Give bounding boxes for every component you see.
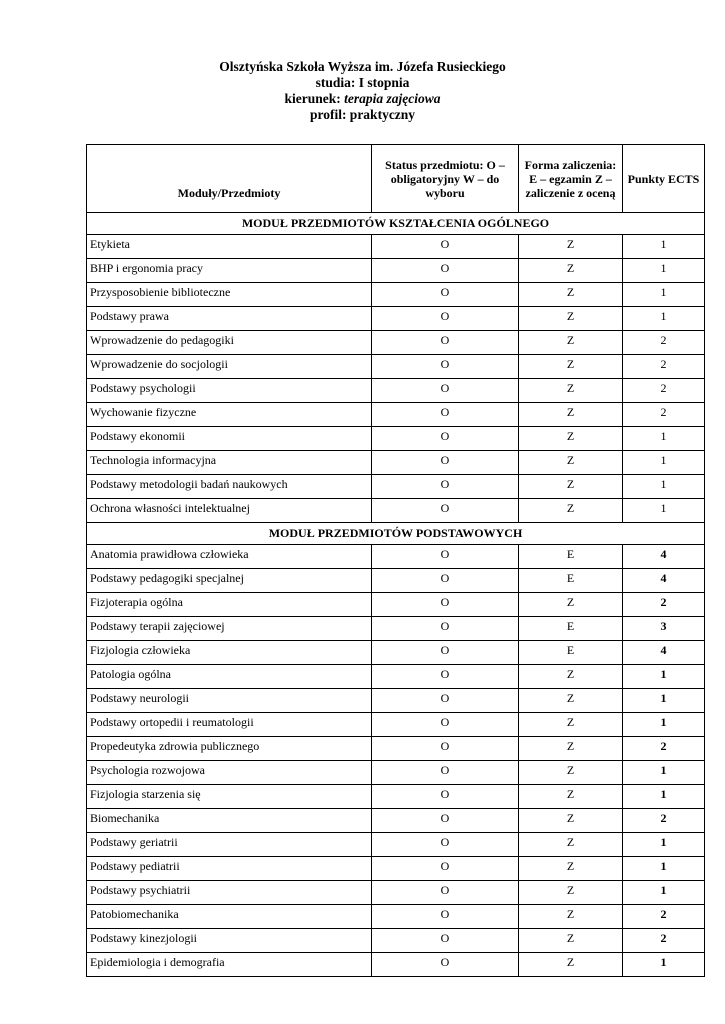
ects-cell: 1	[623, 689, 705, 713]
ects-cell: 2	[623, 593, 705, 617]
status-cell: O	[372, 259, 519, 283]
table-row	[87, 379, 705, 403]
table-row	[87, 235, 705, 259]
table-row	[87, 641, 705, 665]
module-title: MODUŁ PRZEDMIOTÓW PODSTAWOWYCH	[87, 523, 705, 545]
table-row	[87, 737, 705, 761]
subject-cell: Anatomia prawidłowa człowieka	[87, 545, 372, 569]
form-cell: Z	[519, 259, 623, 283]
status-cell: O	[372, 665, 519, 689]
subject-cell: Fizjologia człowieka	[87, 641, 372, 665]
subject-cell: Psychologia rozwojowa	[87, 761, 372, 785]
table-row	[87, 451, 705, 475]
field-label: kierunek:	[284, 91, 345, 106]
status-cell: O	[372, 499, 519, 523]
table-row	[87, 569, 705, 593]
status-cell: O	[372, 833, 519, 857]
ects-cell: 1	[623, 785, 705, 809]
subject-cell: Technologia informacyjna	[87, 451, 372, 475]
ects-cell: 2	[623, 905, 705, 929]
form-cell: Z	[519, 665, 623, 689]
form-cell: Z	[519, 785, 623, 809]
form-cell: E	[519, 641, 623, 665]
column-header-subject: Moduły/Przedmioty	[87, 145, 372, 213]
form-cell: Z	[519, 857, 623, 881]
institution-name: Olsztyńska Szkoła Wyższa im. Józefa Rusieckiego	[219, 59, 506, 74]
subject-cell: Wprowadzenie do pedagogiki	[87, 331, 372, 355]
table-row	[87, 617, 705, 641]
module-header-row	[87, 213, 705, 235]
subject-cell: Podstawy psychologii	[87, 379, 372, 403]
subject-cell: Podstawy ortopedii i reumatologii	[87, 713, 372, 737]
form-cell: Z	[519, 761, 623, 785]
status-cell: O	[372, 881, 519, 905]
form-cell: E	[519, 545, 623, 569]
table-row	[87, 259, 705, 283]
status-cell: O	[372, 403, 519, 427]
form-cell: Z	[519, 953, 623, 977]
subject-cell: Wychowanie fizyczne	[87, 403, 372, 427]
status-cell: O	[372, 785, 519, 809]
form-cell: Z	[519, 737, 623, 761]
form-cell: Z	[519, 689, 623, 713]
ects-cell: 2	[623, 809, 705, 833]
table-row	[87, 355, 705, 379]
ects-cell: 2	[623, 737, 705, 761]
status-cell: O	[372, 307, 519, 331]
subject-cell: Fizjoterapia ogólna	[87, 593, 372, 617]
form-cell: Z	[519, 451, 623, 475]
status-cell: O	[372, 929, 519, 953]
ects-cell: 4	[623, 641, 705, 665]
field-value: terapia zajęciowa	[344, 91, 441, 106]
subject-cell: Podstawy ekonomii	[87, 427, 372, 451]
table-row	[87, 665, 705, 689]
table-row	[87, 761, 705, 785]
form-cell: Z	[519, 593, 623, 617]
subject-cell: Podstawy terapii zajęciowej	[87, 617, 372, 641]
ects-cell: 1	[623, 475, 705, 499]
status-cell: O	[372, 451, 519, 475]
ects-cell: 1	[623, 833, 705, 857]
subject-cell: Podstawy metodologii badań naukowych	[87, 475, 372, 499]
ects-cell: 1	[623, 235, 705, 259]
status-cell: O	[372, 761, 519, 785]
ects-cell: 2	[623, 355, 705, 379]
form-cell: Z	[519, 379, 623, 403]
form-cell: Z	[519, 235, 623, 259]
status-cell: O	[372, 475, 519, 499]
table-row	[87, 857, 705, 881]
ects-cell: 1	[623, 283, 705, 307]
subject-cell: Ochrona własności intelektualnej	[87, 499, 372, 523]
table-row	[87, 427, 705, 451]
table-row	[87, 953, 705, 977]
subject-cell: Etykieta	[87, 235, 372, 259]
status-cell: O	[372, 713, 519, 737]
status-cell: O	[372, 379, 519, 403]
subject-cell: Podstawy psychiatrii	[87, 881, 372, 905]
status-cell: O	[372, 617, 519, 641]
form-cell: E	[519, 617, 623, 641]
subject-cell: Epidemiologia i demografia	[87, 953, 372, 977]
field-of-study	[0, 91, 725, 107]
table-row	[87, 545, 705, 569]
ects-cell: 1	[623, 499, 705, 523]
form-cell: Z	[519, 905, 623, 929]
subject-cell: BHP i ergonomia pracy	[87, 259, 372, 283]
ects-cell: 1	[623, 427, 705, 451]
table-row	[87, 713, 705, 737]
status-cell: O	[372, 427, 519, 451]
subject-cell: Wprowadzenie do socjologii	[87, 355, 372, 379]
status-cell: O	[372, 545, 519, 569]
column-header-form: Forma zaliczenia: E – egzamin Z – zaliczenie z oceną	[519, 145, 623, 213]
status-cell: O	[372, 569, 519, 593]
form-cell: E	[519, 569, 623, 593]
form-cell: Z	[519, 713, 623, 737]
table-body	[87, 213, 705, 977]
subject-cell: Przysposobienie biblioteczne	[87, 283, 372, 307]
status-cell: O	[372, 235, 519, 259]
table-header-row	[87, 145, 705, 213]
form-cell: Z	[519, 283, 623, 307]
ects-cell: 2	[623, 379, 705, 403]
ects-cell: 1	[623, 713, 705, 737]
status-cell: O	[372, 809, 519, 833]
ects-cell: 2	[623, 331, 705, 355]
form-cell: Z	[519, 881, 623, 905]
table-row	[87, 809, 705, 833]
ects-cell: 1	[623, 307, 705, 331]
ects-cell: 4	[623, 569, 705, 593]
table-row	[87, 881, 705, 905]
status-cell: O	[372, 593, 519, 617]
ects-cell: 1	[623, 857, 705, 881]
module-title: MODUŁ PRZEDMIOTÓW KSZTAŁCENIA OGÓLNEGO	[87, 213, 705, 235]
status-cell: O	[372, 641, 519, 665]
table-row	[87, 475, 705, 499]
ects-cell: 1	[623, 953, 705, 977]
table-row	[87, 593, 705, 617]
column-header-status: Status przedmiotu: O – obligatoryjny W – do wyboru	[372, 145, 519, 213]
table-row	[87, 929, 705, 953]
table-row	[87, 307, 705, 331]
form-cell: Z	[519, 355, 623, 379]
form-cell: Z	[519, 331, 623, 355]
status-cell: O	[372, 355, 519, 379]
subject-cell: Patobiomechanika	[87, 905, 372, 929]
ects-cell: 1	[623, 881, 705, 905]
form-cell: Z	[519, 809, 623, 833]
subject-cell: Podstawy geriatrii	[87, 833, 372, 857]
ects-cell: 2	[623, 403, 705, 427]
module-header-row	[87, 523, 705, 545]
table-row	[87, 785, 705, 809]
subject-cell: Biomechanika	[87, 809, 372, 833]
form-cell: Z	[519, 499, 623, 523]
status-cell: O	[372, 689, 519, 713]
subject-cell: Podstawy kinezjologii	[87, 929, 372, 953]
form-cell: Z	[519, 929, 623, 953]
ects-cell: 2	[623, 929, 705, 953]
ects-cell: 1	[623, 451, 705, 475]
status-cell: O	[372, 283, 519, 307]
table-row	[87, 833, 705, 857]
ects-cell: 1	[623, 259, 705, 283]
form-cell: Z	[519, 427, 623, 451]
curriculum-table	[86, 144, 705, 977]
subject-cell: Podstawy pedagogiki specjalnej	[87, 569, 372, 593]
table-row	[87, 689, 705, 713]
table-row	[87, 905, 705, 929]
table-row	[87, 283, 705, 307]
ects-cell: 1	[623, 665, 705, 689]
subject-cell: Fizjologia starzenia się	[87, 785, 372, 809]
status-cell: O	[372, 953, 519, 977]
form-cell: Z	[519, 403, 623, 427]
subject-cell: Propedeutyka zdrowia publicznego	[87, 737, 372, 761]
document-header	[0, 59, 725, 123]
status-cell: O	[372, 905, 519, 929]
ects-cell: 1	[623, 761, 705, 785]
table-row	[87, 403, 705, 427]
study-level: studia: I stopnia	[315, 75, 410, 90]
ects-cell: 4	[623, 545, 705, 569]
form-cell: Z	[519, 475, 623, 499]
subject-cell: Podstawy prawa	[87, 307, 372, 331]
table-row	[87, 499, 705, 523]
study-profile: profil: praktyczny	[309, 107, 416, 122]
status-cell: O	[372, 737, 519, 761]
form-cell: Z	[519, 833, 623, 857]
subject-cell: Podstawy pediatrii	[87, 857, 372, 881]
subject-cell: Patologia ogólna	[87, 665, 372, 689]
column-header-ects: Punkty ECTS	[623, 145, 705, 213]
status-cell: O	[372, 331, 519, 355]
status-cell: O	[372, 857, 519, 881]
subject-cell: Podstawy neurologii	[87, 689, 372, 713]
ects-cell: 3	[623, 617, 705, 641]
table-row	[87, 331, 705, 355]
form-cell: Z	[519, 307, 623, 331]
